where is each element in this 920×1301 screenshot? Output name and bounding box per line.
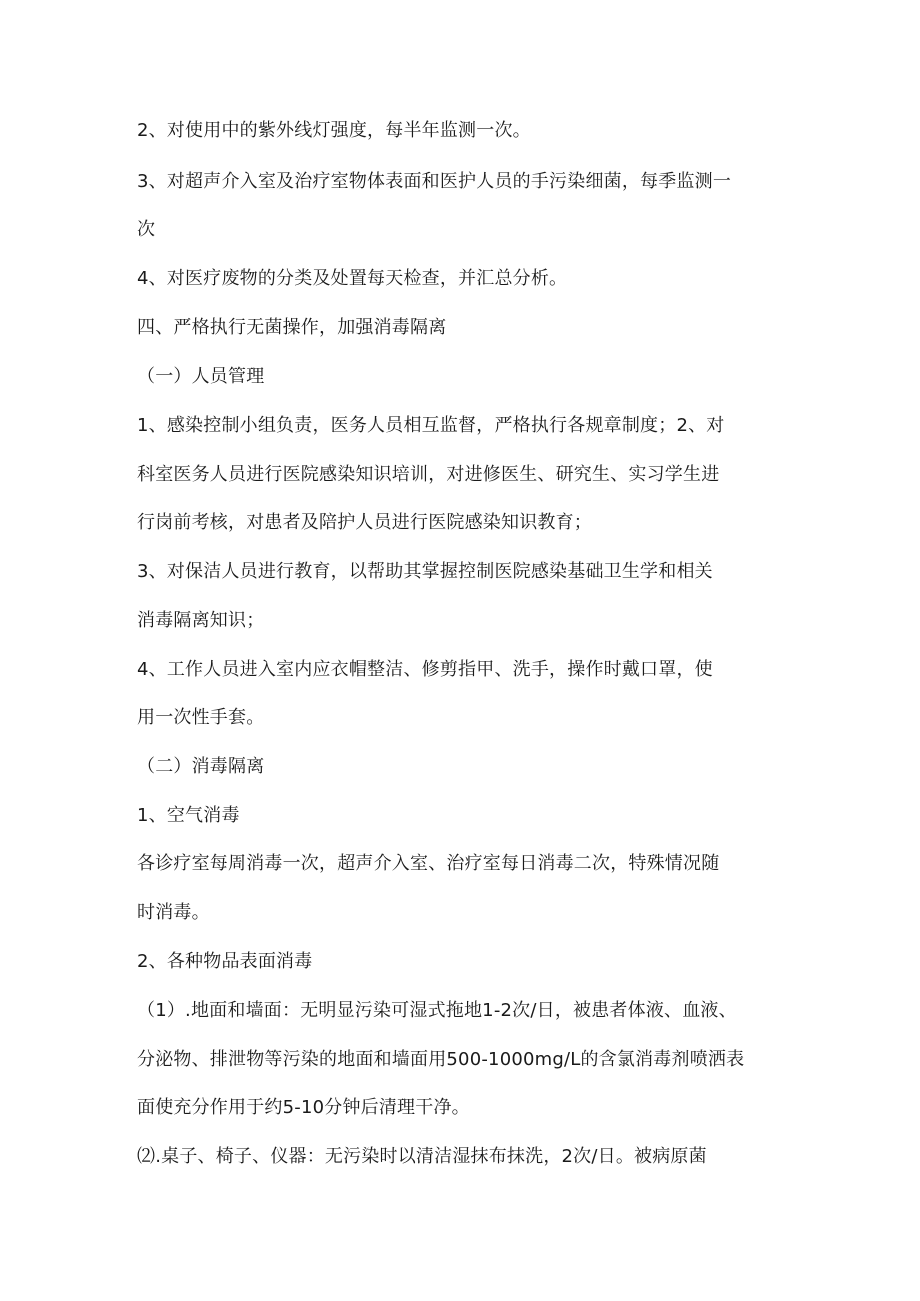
- subsection-heading-personnel: （一）人员管理: [137, 366, 265, 387]
- text-line-16: 各诊疗室每周消毒一次，超声介入室、治疗室每日消毒二次，特殊情况随: [137, 853, 720, 874]
- text-line-11: 消毒隔离知识；: [137, 610, 265, 631]
- text-line-20: 分泌物、排泄物等污染的地面和墙面用500-1000mg/L的含氯消毒剂喷洒表: [137, 1049, 745, 1070]
- text-line-4: 4、对医疗废物的分类及处置每天检查，并汇总分析。: [137, 268, 568, 289]
- text-line-12: 4、工作人员进入室内应衣帽整洁、修剪指甲、洗手，操作时戴口罩，使: [137, 659, 713, 680]
- text-line-7: 1、感染控制小组负责，医务人员相互监督，严格执行各规章制度；2、对: [137, 415, 725, 436]
- text-line-1: 2、对使用中的紫外线灯强度，每半年监测一次。: [137, 120, 531, 141]
- section-heading-4: 四、严格执行无菌操作，加强消毒隔离: [137, 317, 447, 338]
- text-line-15: 1、空气消毒: [137, 805, 240, 826]
- text-line-17: 时消毒。: [137, 902, 210, 923]
- text-line-10: 3、对保洁人员进行教育，以帮助其掌握控制医院感染基础卫生学和相关: [137, 561, 713, 582]
- text-line-2: 3、对超声介入室及治疗室物体表面和医护人员的手污染细菌，每季监测一: [137, 171, 732, 192]
- subsection-heading-disinfection: （二）消毒隔离: [137, 756, 265, 777]
- text-line-18: 2、各种物品表面消毒: [137, 951, 313, 972]
- text-line-8: 科室医务人员进行医院感染知识培训，对进修医生、研究生、实习学生进: [137, 464, 720, 485]
- text-line-9: 行岗前考核，对患者及陪护人员进行医院感染知识教育；: [137, 512, 592, 533]
- text-line-13: 用一次性手套。: [137, 707, 265, 728]
- text-line-22: ⑵.桌子、椅子、仪器：无污染时以清洁湿抹布抹洗，2次/日。被病原菌: [137, 1146, 707, 1167]
- text-line-3: 次: [137, 219, 156, 240]
- text-line-19: （1）.地面和墙面：无明显污染可湿式拖地1-2次/日，被患者体液、血液、: [137, 1000, 737, 1021]
- text-line-21: 面使充分作用于约5-10分钟后清理干净。: [137, 1097, 470, 1118]
